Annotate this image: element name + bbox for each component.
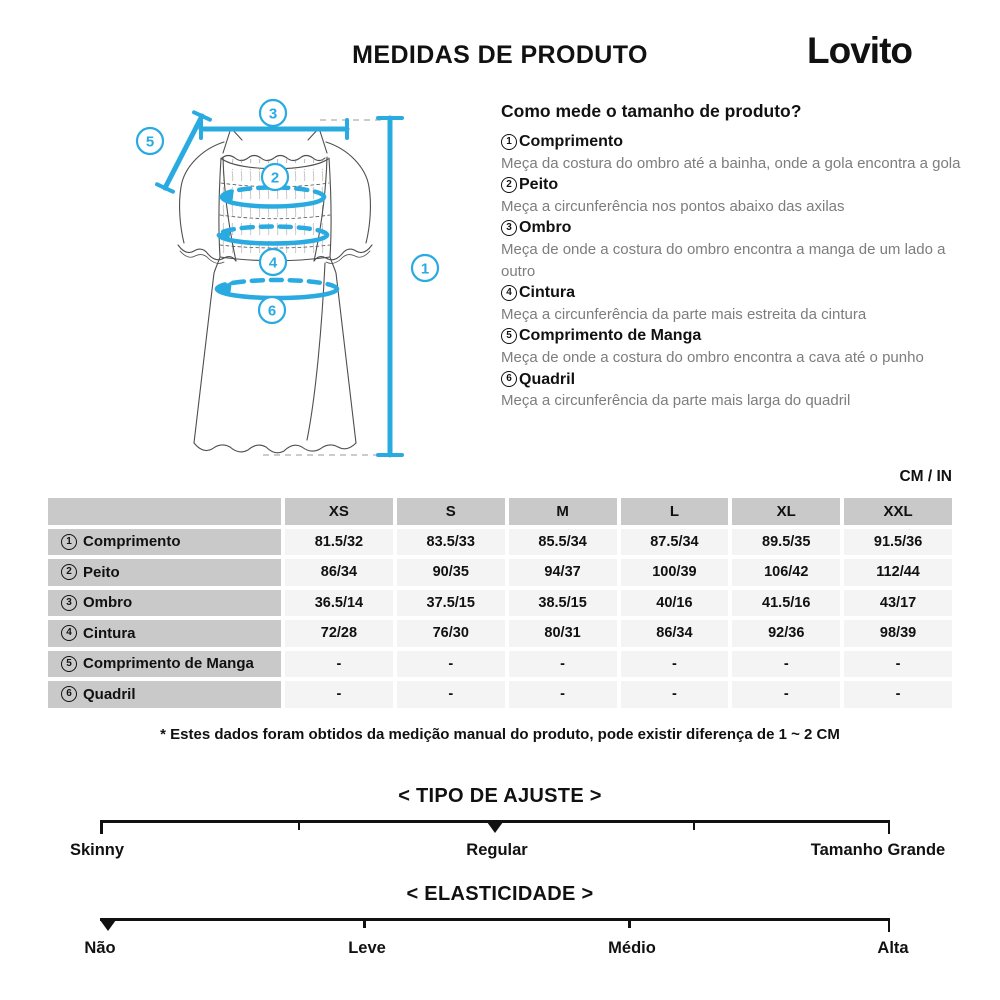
diagram-marker-1 [412,255,438,281]
fit-type-labels [0,841,1000,863]
size-value-cell: 37.5/15 [397,590,505,617]
svg-text:6: 6 [267,302,277,320]
size-value-cell: - [732,651,840,678]
svg-text:3: 3 [268,105,278,123]
guide-item-title: 2 Peito [501,174,961,196]
measure-row-label: 4 Cintura [48,620,281,647]
size-column-header: XXL [844,498,952,525]
size-value-cell: 87.5/34 [621,529,729,556]
size-value-cell: - [621,681,729,708]
circled-number: 2 [501,177,517,193]
measurement-disclaimer: * Estes dados foram obtidos da medição manual do produto, pode existir diferença de 1 ~ 2 CM [160,726,840,743]
scale-label: Alta [877,939,909,957]
measure-row-label: 3 Ombro [48,590,281,617]
size-value-cell: 83.5/33 [397,529,505,556]
scale-tick [100,820,103,834]
size-value-cell: 94/37 [509,559,617,586]
circled-number: 4 [501,285,517,301]
size-value-cell: 80/31 [509,620,617,647]
measure-row-label: 6 Quadril [48,681,281,708]
scale-label: Skinny [69,841,125,859]
size-column-header: L [621,498,729,525]
size-value-cell: - [285,681,393,708]
size-column-header: S [397,498,505,525]
size-value-cell: - [397,681,505,708]
size-value-cell: 38.5/15 [509,590,617,617]
fit-type-marker [487,822,503,833]
circled-number: 6 [501,371,517,387]
scale-label: Regular [466,841,528,859]
guide-item-description: Meça de onde a costura do ombro encontra a cava até o punho [501,348,924,366]
size-value-cell: 72/28 [285,620,393,647]
elasticity-marker [100,920,116,931]
circled-number: 3 [501,220,517,236]
size-table [48,498,952,708]
size-value-cell: 36.5/14 [285,590,393,617]
guide-item-description: Meça a circunferência nos pontos abaixo das axilas [501,197,845,215]
scale-label: Tamanho Grande [810,841,946,859]
fit-type-scale-line [100,820,890,823]
guide-item-description: Meça a circunferência da parte mais larga do quadril [501,392,851,410]
size-value-cell: 90/35 [397,559,505,586]
elasticity-scale-line [100,918,890,921]
size-value-cell: 76/30 [397,620,505,647]
size-value-cell: 106/42 [732,559,840,586]
size-value-cell: - [509,651,617,678]
dress-measurement-diagram [120,95,460,470]
measure-line-length [378,118,402,455]
size-value-cell: - [732,681,840,708]
guide-item-title: 5 Comprimento de Manga [501,325,961,347]
guide-item-title: 4 Cintura [501,282,961,304]
size-value-cell: 100/39 [621,559,729,586]
diagram-marker-6 [259,297,285,323]
guide-item-description: Meça a circunferência da parte mais estreita da cintura [501,305,867,323]
circled-number: 6 [61,686,77,702]
scale-tick [628,918,631,928]
circled-number: 1 [61,534,77,550]
guide-item-description: Meça de onde a costura do ombro encontra a manga de um lado a outro [501,240,946,280]
scale-tick [888,918,891,932]
brand-logo: Lovito [807,30,912,71]
size-value-cell: 85.5/34 [509,529,617,556]
scale-tick [693,820,696,830]
diagram-marker-3 [260,100,286,126]
size-value-cell: 41.5/16 [732,590,840,617]
size-value-cell: - [285,651,393,678]
circled-number: 1 [501,134,517,150]
measure-row-label: 1 Comprimento [48,529,281,556]
size-value-cell: 112/44 [844,559,952,586]
size-column-header: XL [732,498,840,525]
elasticity-labels [0,939,1000,961]
size-column-header: XS [285,498,393,525]
size-value-cell: 98/39 [844,620,952,647]
elasticity-heading: < ELASTICIDADE > [406,883,594,905]
guide-heading: Como mede o tamanho de produto? [501,101,802,121]
circled-number: 2 [61,564,77,580]
page-title: MEDIDAS DE PRODUTO [352,41,648,69]
svg-text:2: 2 [270,169,280,187]
size-value-cell: - [509,681,617,708]
circled-number: 4 [61,625,77,641]
size-value-cell: - [397,651,505,678]
size-value-cell: - [621,651,729,678]
svg-text:1: 1 [420,260,430,278]
size-value-cell: 81.5/32 [285,529,393,556]
guide-item-title: 3 Ombro [501,217,961,239]
diagram-marker-2 [262,164,288,190]
scale-label: Leve [348,939,386,957]
size-column-header: M [509,498,617,525]
table-corner-cell [48,498,281,525]
size-value-cell: 86/34 [285,559,393,586]
fit-type-heading: < TIPO DE AJUSTE > [398,785,602,807]
size-value-cell: 89.5/35 [732,529,840,556]
scale-tick [363,918,366,928]
svg-text:4: 4 [268,254,278,272]
measure-ellipse-hip [217,280,337,298]
diagram-marker-5 [137,128,163,154]
measuring-guide [501,101,961,412]
guide-item-title: 6 Quadril [501,369,961,391]
guide-item-title: 1 Comprimento [501,131,961,153]
scale-tick [298,820,301,830]
scale-label: Não [84,939,116,957]
size-value-cell: 92/36 [732,620,840,647]
circled-number: 5 [501,328,517,344]
size-value-cell: 43/17 [844,590,952,617]
size-value-cell: 86/34 [621,620,729,647]
measure-row-label: 2 Peito [48,559,281,586]
measure-row-label: 5 Comprimento de Manga [48,651,281,678]
units-label: CM / IN [899,468,952,485]
svg-text:5: 5 [145,133,155,151]
circled-number: 3 [61,595,77,611]
scale-tick [888,820,891,834]
guide-item-description: Meça da costura do ombro até a bainha, onde a gola encontra a gola [501,154,961,172]
scale-label: Médio [608,939,656,957]
size-value-cell: - [844,651,952,678]
size-value-cell: 91.5/36 [844,529,952,556]
size-value-cell: - [844,681,952,708]
diagram-marker-4 [260,249,286,275]
circled-number: 5 [61,656,77,672]
size-value-cell: 40/16 [621,590,729,617]
